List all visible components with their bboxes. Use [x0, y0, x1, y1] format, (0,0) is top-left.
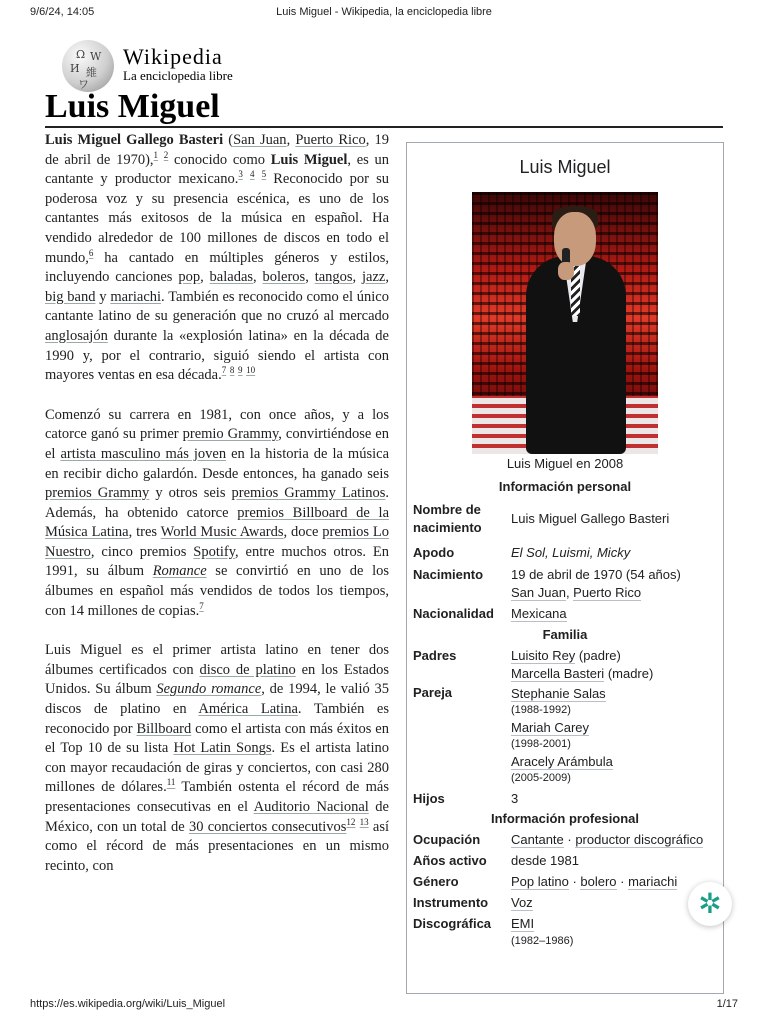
- paragraph-records: Luis Miguel es el primer artista latino en tener dos álbumes certificados con disco de platino en los Estados Unidos. Su álbum Segundo romance, de 1994, le valió 35 discos de platino en América Latina. También es reconocido por Billboard como el artista con más éxitos en el Top 10 de su lista Hot Latin Songs. Es el artista latino con mayor recaudación de giras y conciertos, con casi 280 millones de dólares.$^{11}$ También ostenta el récord de más presentaciones consecutivas en el Auditorio Nacional de México, con un total de 30 conciertos consecutivos$^{12}$ $^{13}$ así como el récord de más presentaciones en un mismo recinto, con: [45, 642, 390, 874]
- infobox: [406, 142, 724, 994]
- link-birth-city[interactable]: San Juan: [511, 585, 566, 600]
- print-footer: [0, 998, 768, 1012]
- wikipedia-wordmark[interactable]: [123, 44, 233, 84]
- link-disco-platino[interactable]: disco de platino: [199, 661, 296, 678]
- title-divider: [45, 126, 723, 128]
- print-page-title: Luis Miguel - Wikipedia, la enciclopedia libre: [276, 6, 492, 18]
- link-mariachi-genre[interactable]: mariachi: [628, 874, 678, 889]
- link-30-conciertos[interactable]: 30 conciertos consecutivos: [188, 818, 347, 835]
- section-professional: Información profesional: [490, 811, 640, 826]
- row-instrument: Instrumento Voz: [413, 895, 533, 910]
- link-san-juan[interactable]: San Juan: [233, 132, 287, 148]
- link-stephanie-salas[interactable]: Stephanie Salas: [511, 686, 606, 701]
- row-active-years: Años activo desde 1981: [413, 853, 579, 868]
- link-america-latina[interactable]: América Latina: [198, 701, 298, 718]
- wordmark-text: Wikipedia: [123, 44, 223, 69]
- link-pop[interactable]: pop: [178, 269, 201, 286]
- print-datetime: 9/6/24, 14:05: [30, 6, 95, 18]
- link-birth-country[interactable]: Puerto Rico: [573, 585, 642, 600]
- row-birth-name: Nombre de nacimiento Luis Miguel Gallego Basteri: [413, 502, 670, 535]
- link-emi[interactable]: EMI: [511, 916, 535, 931]
- link-luisito-rey[interactable]: Luisito Rey: [511, 648, 576, 663]
- section-family: Familia: [542, 627, 588, 642]
- row-genre: Género Pop latino · bolero · mariachi: [413, 874, 678, 889]
- print-page-number: 1/17: [716, 998, 738, 1010]
- row-record-label: Discográfica EMI (1982–1986): [413, 916, 574, 947]
- link-anglosajon[interactable]: anglosajón: [45, 327, 108, 344]
- link-lo-nuestro[interactable]: premios Lo Nuestro: [45, 524, 389, 560]
- link-puerto-rico[interactable]: Puerto Rico: [295, 132, 366, 148]
- paragraph-career: Comenzó su carrera en 1981, con once años, y a los catorce ganó su primer premio Grammy, convirtiéndose en el artista masculino más joven en la historia de la música en recibir dicho galardón. Desde entonces, ha ganado seis premios Grammy y otros seis premios Grammy Latinos. Además, ha obtenido catorce premios Billboard de la Música Latina, tres World Music Awards, doce premios Lo Nuestro, cinco premios Spotify, entre muchos otros. En 1991, su álbum Romance se convirtió en uno de los álbumes en español más vendidos de todos los tiempos, con 14 millones de copias.$^7$: [45, 406, 390, 619]
- section-personal: Información personal: [498, 479, 632, 494]
- link-romance[interactable]: Romance: [152, 563, 207, 580]
- link-premio-grammy[interactable]: premio Grammy: [182, 426, 279, 443]
- link-mariachi[interactable]: mariachi: [110, 288, 162, 305]
- print-url: https://es.wikipedia.org/wiki/Luis_Miguel: [30, 998, 226, 1010]
- link-auditorio-nacional[interactable]: Auditorio Nacional: [253, 799, 369, 815]
- link-billboard[interactable]: Billboard: [136, 720, 192, 737]
- link-segundo-romance[interactable]: Segundo romance: [156, 681, 262, 698]
- link-big-band[interactable]: big band: [45, 288, 96, 305]
- paragraph-intro: Luis Miguel Gallego Basteri (San Juan, Puerto Rico, 19 de abril de 1970),$^1$ $^2$ conocido como Luis Miguel, es un cantante y productor mexicano.$^3$ $^4$ $^5$ Reconocido por su poderosa voz y su presencia escénica, es uno de los cantantes más exitosos de la música en español. Ha vendido alrededor de 100 millones de discos en todo el mundo,$^6$ ha cantado en múltiples géneros y estilos, incluyendo canciones pop, baladas, boleros, tangos, jazz, big band y mariachi. También es reconocido como el único cantante latino de su generación que no cruzó al mercado anglosajón durante la «explosión latina» en la década de 1990 y, por el contrario, siguió siendo el artista con mayores ventas en esa década.$^7$ $^8$ $^9$ $^{10}$: [45, 132, 389, 384]
- link-artista-joven[interactable]: artista masculino más joven: [60, 445, 227, 462]
- link-hot-latin-songs[interactable]: Hot Latin Songs: [173, 740, 272, 757]
- link-aracely-arambula[interactable]: Aracely Arámbula: [511, 754, 613, 769]
- link-spotify[interactable]: Spotify: [193, 543, 236, 560]
- link-grammy-latinos[interactable]: premios Grammy Latinos: [231, 485, 386, 502]
- row-partner: Pareja Stephanie Salas (1988-1992) Mariah Carey (1998-2001) Aracely Arámbula (2005-2009): [413, 685, 613, 784]
- link-world-music-awards[interactable]: World Music Awards: [160, 524, 284, 541]
- link-billboard-latina[interactable]: premios Billboard de la Música Latina: [45, 504, 390, 541]
- print-header: [0, 4, 768, 20]
- link-premios-grammy[interactable]: premios Grammy: [45, 485, 150, 502]
- assistant-sparkle-icon[interactable]: ✲: [688, 882, 732, 926]
- row-nationality: Nacionalidad Mexicana: [413, 606, 567, 621]
- link-cantante[interactable]: Cantante: [511, 832, 564, 847]
- row-birth: Nacimiento 19 de abril de 1970 (54 años) San Juan, Puerto Rico: [413, 567, 681, 600]
- page-title: Luis Miguel: [45, 88, 220, 125]
- infobox-photo[interactable]: [472, 192, 658, 454]
- link-pop-latino[interactable]: Pop latino: [511, 874, 569, 889]
- article-body: [45, 131, 389, 896]
- wordmark-tagline: La enciclopedia libre: [123, 68, 233, 83]
- link-mexicana[interactable]: Mexicana: [511, 606, 567, 621]
- link-baladas[interactable]: baladas: [209, 269, 254, 286]
- photo-caption: Luis Miguel en 2008: [506, 456, 624, 471]
- link-jazz[interactable]: jazz: [362, 269, 386, 286]
- link-voz[interactable]: Voz: [511, 895, 533, 910]
- link-boleros[interactable]: boleros: [262, 269, 306, 286]
- row-parents: Padres Luisito Rey (padre) Marcella Basteri (madre): [413, 648, 654, 681]
- link-tangos[interactable]: tangos: [314, 269, 353, 286]
- row-nickname: Apodo El Sol, Luismi, Micky: [413, 545, 631, 560]
- link-marcella-basteri[interactable]: Marcella Basteri: [511, 666, 605, 681]
- row-children: Hijos 3: [413, 791, 519, 806]
- link-mariah-carey[interactable]: Mariah Carey: [511, 720, 590, 735]
- link-bolero[interactable]: bolero: [580, 874, 617, 889]
- infobox-title: Luis Miguel: [519, 157, 611, 177]
- link-productor[interactable]: productor discográfico: [575, 832, 704, 847]
- wikipedia-globe-icon[interactable]: Ω W И 維 ワ: [62, 40, 114, 92]
- row-occupation: Ocupación Cantante · productor discográfico: [413, 832, 704, 847]
